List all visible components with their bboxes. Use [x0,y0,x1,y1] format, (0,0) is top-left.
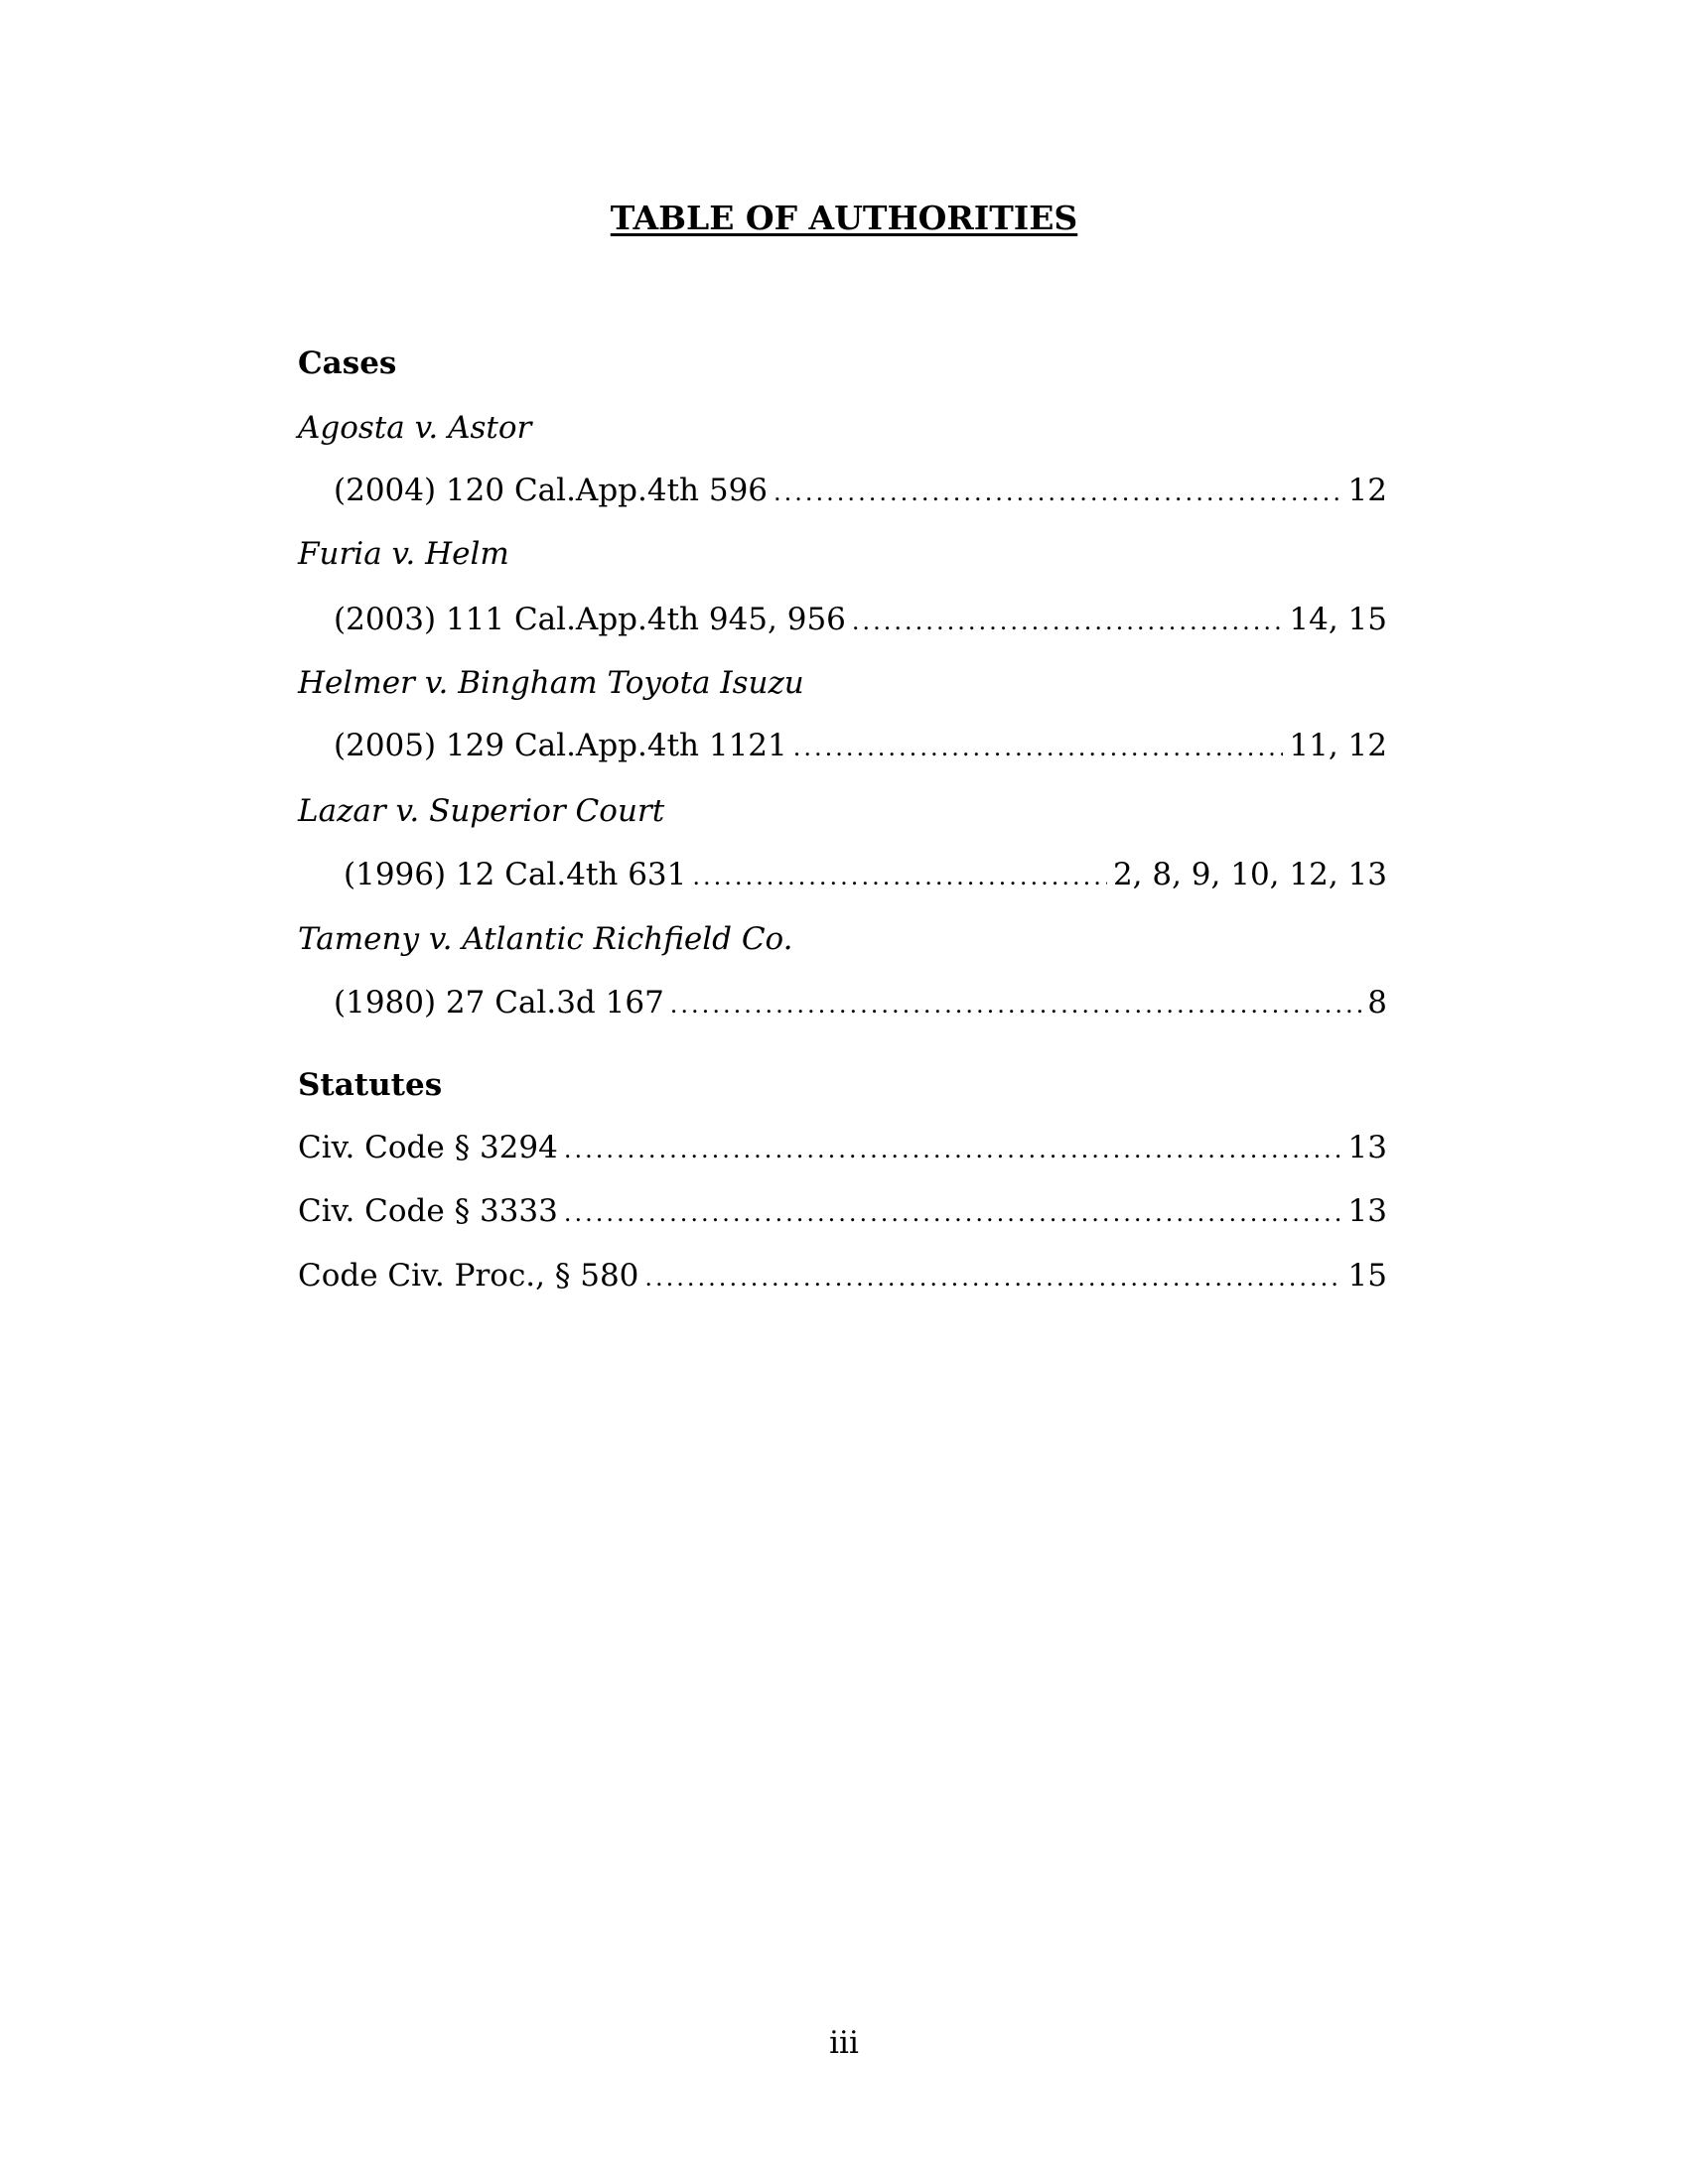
statute-entry [298,1126,1387,1169]
page-refs: 11, 12 [1289,728,1387,763]
citation: Civ. Code § 3333 [298,1193,558,1229]
page-number: iii [829,2025,859,2061]
case-name: Agosta v. Astor [298,410,532,446]
section-heading-cases: Cases [298,345,397,381]
page-title: TABLE OF AUTHORITIES [610,199,1078,237]
dot-leader [564,1191,1342,1235]
page-refs: 13 [1347,1193,1387,1229]
citation: (2003) 111 Cal.App.4th 945, 956 [334,602,846,637]
case-name: Tameny v. Atlantic Richfield Co. [298,921,793,957]
dot-leader [564,1128,1342,1171]
case-citation-entry [298,469,1387,512]
page-refs: 8 [1367,985,1387,1021]
case-name: Lazar v. Superior Court [298,793,665,829]
dot-leader [852,600,1283,643]
section-heading-statutes: Statutes [298,1067,443,1103]
page-refs: 13 [1347,1130,1387,1165]
page-refs: 15 [1347,1258,1387,1294]
statute-entry [298,1189,1387,1233]
citation: (2005) 129 Cal.App.4th 1121 [334,728,787,763]
citation: (1980) 27 Cal.3d 167 [334,985,664,1021]
citation: (2004) 120 Cal.App.4th 596 [334,473,769,508]
citation: Code Civ. Proc., § 580 [298,1258,639,1294]
case-citation-entry [298,981,1387,1024]
dot-leader [644,1256,1341,1299]
citation: Civ. Code § 3294 [298,1130,558,1165]
case-name: Furia v. Helm [298,536,509,572]
dot-leader [774,471,1342,514]
citation: (1996) 12 Cal.4th 631 [344,857,687,892]
statute-entry [298,1254,1387,1297]
page-refs: 2, 8, 9, 10, 12, 13 [1112,857,1387,892]
case-citation-entry [298,598,1387,641]
page-refs: 12 [1347,473,1387,508]
dot-leader [670,983,1361,1026]
case-citation-entry [298,853,1387,896]
page-refs: 14, 15 [1289,602,1387,637]
case-citation-entry [298,724,1387,767]
dot-leader [692,855,1107,898]
dot-leader [793,726,1284,769]
case-name: Helmer v. Bingham Toyota Isuzu [298,665,804,701]
